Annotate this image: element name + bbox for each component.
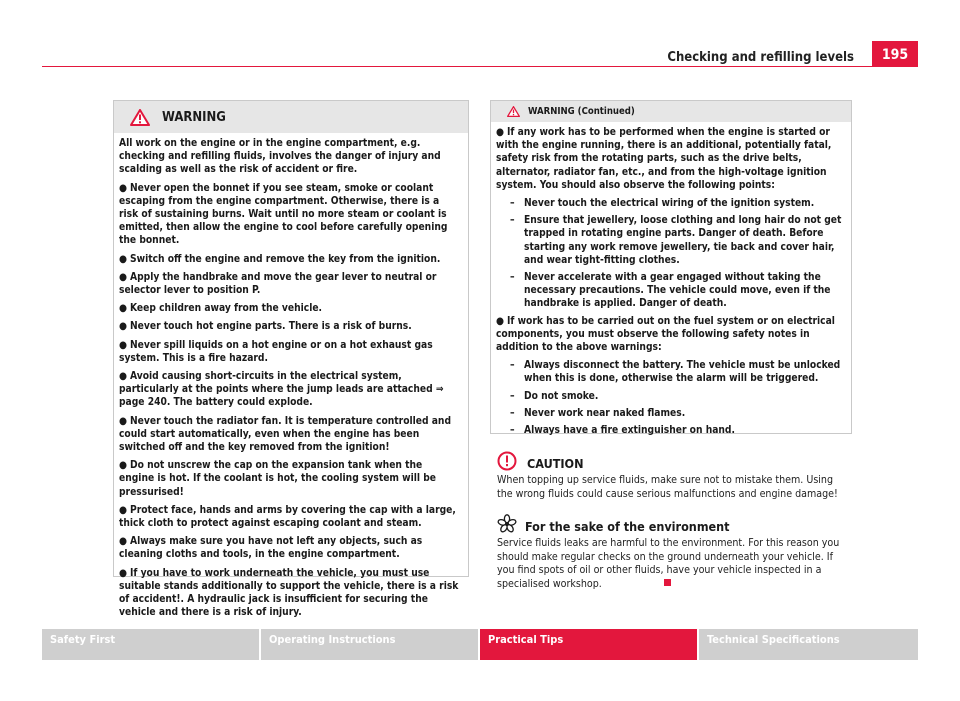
warning-bullet: ● Avoid causing short-circuits in the electrical system, particularly at the points where the jump leads are attached ⇒ page 240. The battery could explode.: [119, 371, 444, 409]
warning-triangle-icon: [507, 106, 520, 117]
tab-technical-specifications[interactable]: Technical Specifications: [699, 629, 918, 660]
environment-note: [497, 514, 851, 591]
environment-body: Service fluids leaks are harmful to the environment. For this reason you should make regular checks on the ground underneath your vehicle. If you find spots of oil or other fluids, have your vehicle inspected in a specialised workshop.: [497, 537, 840, 590]
warning-continued-heading: WARNING (Continued): [528, 106, 635, 117]
flower-icon: [497, 514, 517, 534]
warning-body: [114, 133, 468, 631]
dash-item: – Never accelerate with a gear engaged without taking the necessary precautions. The vehicle could move, even if the handbrake is applied. Danger of death.: [510, 272, 831, 310]
dash-list: [496, 197, 843, 311]
warning-continued-body: [491, 122, 851, 447]
page-number: 195: [872, 41, 918, 67]
page-header-title: Checking and refilling levels: [667, 50, 854, 65]
tab-operating-instructions[interactable]: Operating Instructions: [261, 629, 480, 660]
warning-box-right: [490, 100, 852, 437]
dash-item: – Ensure that jewellery, loose clothing and long hair do not get trapped in rotating engine parts. Danger of death. Before starting any work remove jewellery, tie back and cover hair, and wear tight-fitting clothes.: [510, 215, 842, 266]
warning-bullet: ● If you have to work underneath the vehicle, you must use suitable stands additionally to support the vehicle, there is a risk of accident!. A hydraulic jack is insufficient for securing the vehicle and there is a risk of injury.: [119, 567, 459, 619]
caution-note: [497, 450, 849, 501]
dash-item: – Never touch the electrical wiring of the ignition system.: [510, 198, 815, 210]
warning-header: [114, 101, 468, 133]
warning-continued-header: [491, 101, 851, 122]
dash-item: – Never work near naked flames.: [510, 407, 686, 419]
section-end-marker: [664, 579, 671, 586]
warning-bullet: ● Protect face, hands and arms by covering the cap with a large, thick cloth to protect against escaping coolant and steam.: [119, 504, 456, 530]
warning-bullet: ● Keep children away from the vehicle.: [119, 303, 323, 315]
dash-item: – Do not smoke.: [510, 390, 599, 402]
warning-bullet: ● If work has to be carried out on the fuel system or on electrical components, you must observe the following safety notes in addition to the above warnings:: [496, 315, 835, 354]
tab-safety-first[interactable]: Safety First: [42, 629, 261, 660]
dash-item: – Always disconnect the battery. The vehicle must be unlocked when this is done, otherwise the alarm will be triggered.: [510, 360, 841, 385]
header-rule: [42, 66, 918, 67]
environment-heading: For the sake of the environment: [525, 518, 730, 534]
caution-text: When topping up service fluids, make sure not to mistake them. Using the wrong fluids could cause serious malfunctions and engine damage!: [497, 474, 838, 500]
warning-bullet: ● Switch off the engine and remove the key from the ignition.: [119, 253, 441, 265]
warning-bullet: ● Never open the bonnet if you see steam, smoke or coolant escaping from the engine compartment. Otherwise, there is a risk of sustaining burns. Wait until no more steam or coolant is emitted, then allow the engine to cool before carefully opening the bonnet.: [119, 182, 448, 247]
warning-bullet: ● Apply the handbrake and move the gear lever to neutral or selector lever to position P.: [119, 271, 437, 297]
caution-heading: CAUTION: [527, 456, 584, 471]
dash-list: [496, 359, 843, 437]
environment-text: [497, 537, 851, 591]
warning-bullet: ● Never spill liquids on a hot engine or on a hot exhaust gas system. This is a fire hazard.: [119, 339, 433, 364]
warning-bullet: ● Never touch the radiator fan. It is temperature controlled and could start automatically, even when the engine has been switched off and the key removed from the ignition!: [119, 415, 452, 454]
warning-bullet: ● Always make sure you have not left any objects, such as cleaning cloths and tools, in the engine compartment.: [119, 536, 423, 561]
caution-title: [497, 450, 849, 471]
warning-box-left: [113, 100, 469, 619]
dash-item: – Always have a fire extinguisher on hand.: [510, 425, 735, 437]
warning-intro: All work on the engine or in the engine compartment, e.g. checking and refilling fluids, involves the danger of injury and scalding as well as the risk of accident or fire.: [119, 138, 441, 176]
warning-bullet: ● If any work has to be performed when the engine is started or with the engine running, there is an additional, potentially fatal, safety risk from the rotating parts, such as the drive belts, alternator, radiator fan, etc., and from the high-voltage ignition system. You should also observe the following points:: [496, 127, 832, 191]
tab-practical-tips[interactable]: Practical Tips: [480, 629, 699, 660]
environment-title: [497, 514, 851, 534]
footer-nav: [42, 629, 918, 660]
warning-bullet: ● Do not unscrew the cap on the expansion tank when the engine is hot. If the coolant is hot, the cooling system will be pressurised!: [119, 460, 437, 498]
warning-triangle-icon: [130, 109, 150, 126]
caution-icon: [497, 451, 517, 471]
warning-bullet: ● Never touch hot engine parts. There is a risk of burns.: [119, 321, 412, 333]
warning-heading: WARNING: [162, 109, 226, 125]
